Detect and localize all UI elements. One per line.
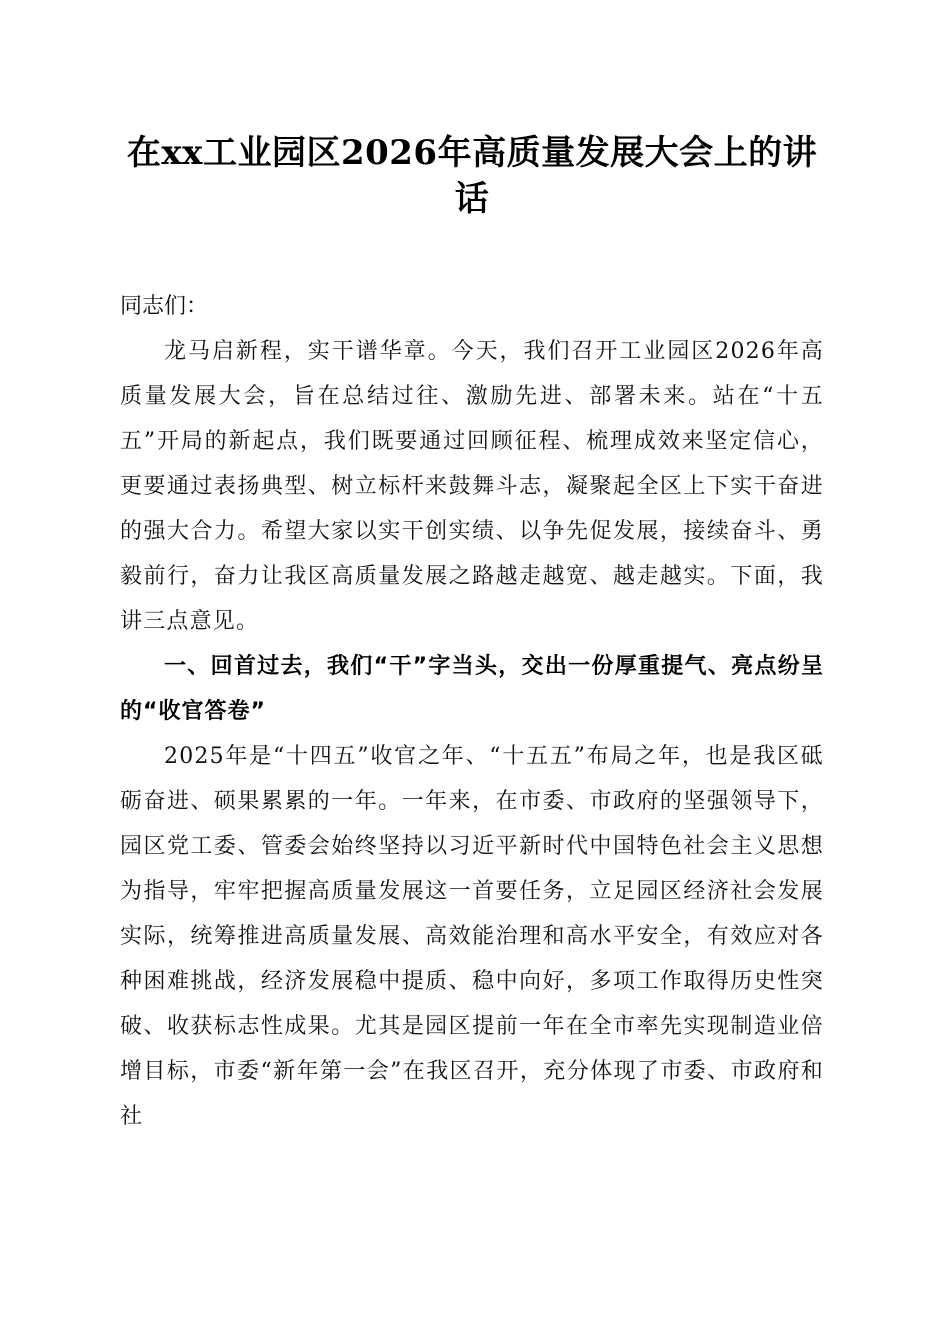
salutation: 同志们： — [120, 294, 209, 319]
opening-paragraph: 龙马启新程，实干谱华章。今天，我们召开工业园区2026年高质量发展大会，旨在总结过往、激励先进、部署未来。站在“十五五”开局的新起点，我们既要通过回顾征程、梳理成效来坚定信心，更要通过表扬典型、树立标杆来鼓舞斗志，凝聚起全区上下实干奋进的强大合力。希望大家以实干创实绩、以争先促发展，接续奋斗、勇毅前行，奋力让我区高质量发展之路越走越宽、越走越实。下面，我讲三点意见。 — [120, 339, 824, 634]
section-1-paragraph: 2025年是“十四五”收官之年、“十五五”布局之年，也是我区砥砺奋进、硕果累累的一年。一年来，在市委、市政府的坚强领导下，园区党工委、管委会始终坚持以习近平新时代中国特色社会主义思想为指导，牢牢把握高质量发展这一首要任务，立足园区经济社会发展实际，统筹推进高质量发展、高效能治理和高水平安全，有效应对各种困难挑战，经济发展稳中提质、稳中向好，多项工作取得历史性突破、收获标志性成果。尤其是园区提前一年在全市率先实现制造业倍增目标，市委“新年第一会”在我区召开，充分体现了市委、市政府和社 — [120, 744, 824, 1129]
section-heading-1: 一、回首过去，我们“干”字当头，交出一份厚重提气、亮点纷呈的“收官答卷” — [120, 654, 824, 724]
document-title: 在xx工业园区2026年高质量发展大会上的讲话 — [126, 133, 818, 219]
document-body — [120, 130, 824, 1139]
